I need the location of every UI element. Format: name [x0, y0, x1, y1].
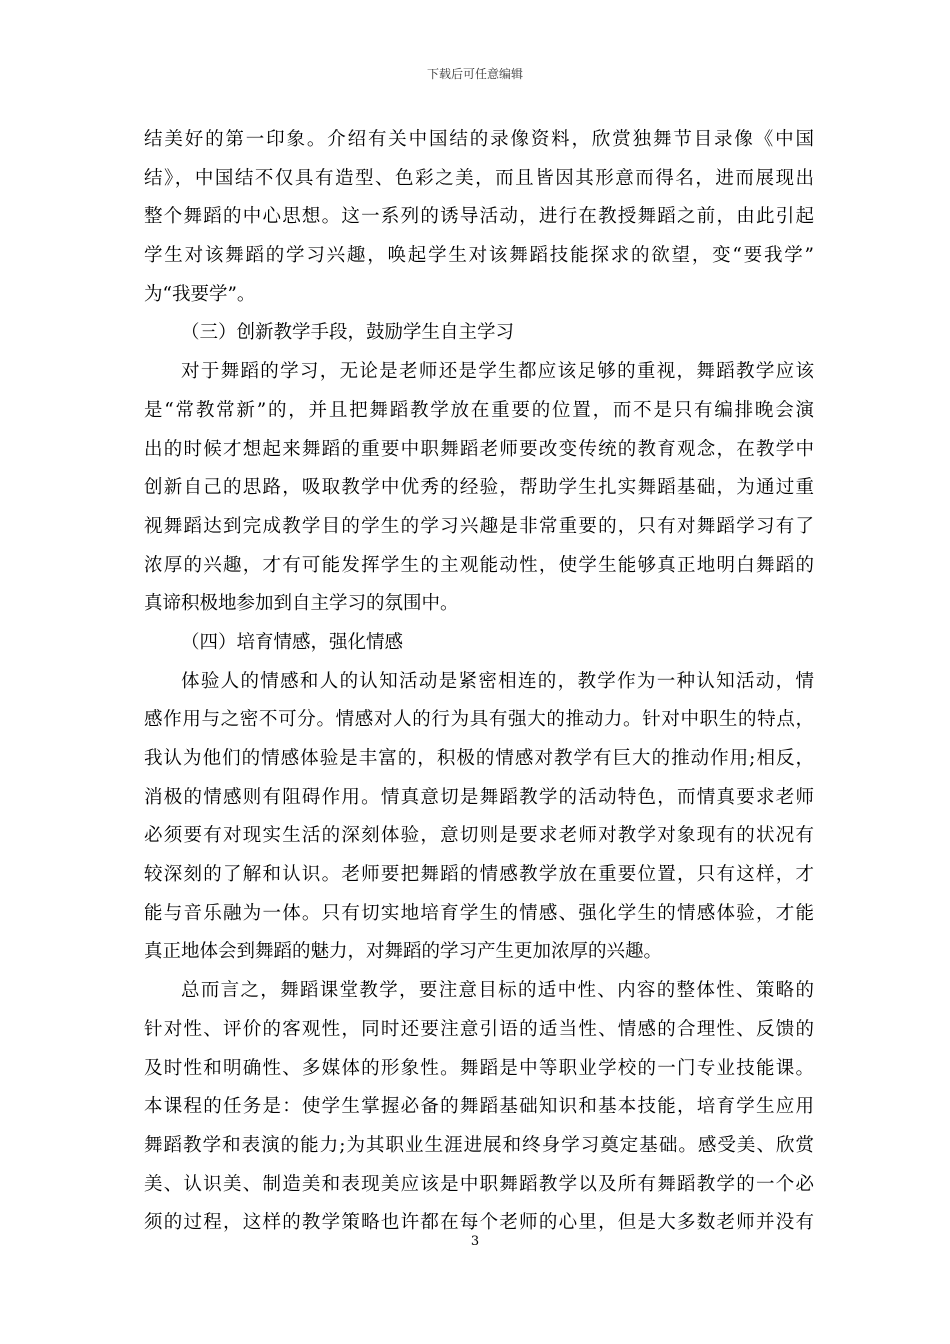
text-line: 真谛积极地参加到自主学习的氛围中。 [144, 593, 459, 615]
text-line: 为“我要学”。 [144, 283, 256, 305]
text-line: 浓厚的兴趣，才有可能发挥学生的主观能动性，使学生能够真正地明白舞蹈的 [144, 554, 814, 576]
paragraph [144, 353, 814, 624]
text-line: 结》，中国结不仅具有造型、色彩之美，而且皆因其形意而得名，进而展现出 [144, 167, 814, 189]
text-line: 感作用与之密不可分。情感对人的行为具有强大的推动力。针对中职生的特点， [144, 709, 814, 731]
section-heading: （四）培育情感，强化情感 [181, 631, 404, 653]
text-line: 须的过程，这样的教学策略也许都在每个老师的心里，但是大多数老师并没有 [144, 1212, 814, 1234]
text-line: 本课程的任务是：使学生掌握必备的舞蹈基础知识和基本技能，培育学生应用 [144, 1096, 814, 1118]
page-number: 3 [470, 1234, 480, 1249]
text-line: 必须要有对现实生活的深刻体验，意切则是要求老师对教学对象现有的状况有 [144, 825, 814, 847]
text-line: 真正地体会到舞蹈的魅力，对舞蹈的学习产生更加浓厚的兴趣。 [144, 941, 663, 963]
section-heading: （三）创新教学手段，鼓励学生自主学习 [181, 322, 515, 344]
text-line: 是“常教常新”的，并且把舞蹈教学放在重要的位置，而不是只有编排晚会演 [144, 399, 814, 421]
text-line: 较深刻的了解和认识。老师要把舞蹈的情感教学放在重要位置，只有这样，才 [144, 864, 814, 886]
text-line: 及时性和明确性、多媒体的形象性。舞蹈是中等职业学校的一门专业技能课。 [144, 1057, 814, 1079]
text-line: 舞蹈教学和表演的能力;为其职业生涯进展和终身学习奠定基础。感受美、欣赏 [144, 1134, 814, 1156]
paragraph [144, 972, 814, 1243]
text-line: 结美好的第一印象。介绍有关中国结的录像资料，欣赏独舞节目录像《中国 [144, 129, 814, 150]
page-header: 下载后可任意编辑 [426, 67, 523, 81]
text-line: 消极的情感则有阻碍作用。情真意切是舞蹈教学的活动特色，而情真要求老师 [144, 786, 814, 808]
text-line: 美、认识美、制造美和表现美应该是中职舞蹈教学以及所有舞蹈教学的一个必 [144, 1173, 814, 1195]
text-line: 我认为他们的情感体验是丰富的，积极的情感对教学有巨大的推动作用;相反， [144, 748, 814, 769]
text-line: 对于舞蹈的学习，无论是老师还是学生都应该足够的重视，舞蹈教学应该 [181, 361, 814, 383]
document-body [144, 121, 814, 1243]
text-line: 能与音乐融为一体。只有切实地培育学生的情感、强化学生的情感体验，才能 [144, 902, 814, 924]
text-line: 学生对该舞蹈的学习兴趣，唤起学生对该舞蹈技能探求的欲望，变“要我学” [144, 245, 814, 267]
paragraph [144, 663, 814, 973]
text-line: 体验人的情感和人的认知活动是紧密相连的，教学作为一种认知活动，情 [181, 670, 814, 692]
text-line: 整个舞蹈的中心思想。这一系列的诱导活动，进行在教授舞蹈之前，由此引起 [144, 206, 814, 228]
text-line: 创新自己的思路，吸取教学中优秀的经验，帮助学生扎实舞蹈基础，为通过重 [144, 477, 814, 499]
text-line: 视舞蹈达到完成教学目的学生的学习兴趣是非常重要的，只有对舞蹈学习有了 [144, 515, 814, 537]
text-line: 出的时候才想起来舞蹈的重要中职舞蹈老师要改变传统的教育观念，在教学中 [144, 438, 814, 460]
paragraph [144, 121, 814, 314]
text-line: 针对性、评价的客观性，同时还要注意引语的适当性、情感的合理性、反馈的 [144, 1018, 814, 1040]
text-line: 总而言之，舞蹈课堂教学，要注意目标的适中性、内容的整体性、策略的 [181, 980, 814, 1002]
